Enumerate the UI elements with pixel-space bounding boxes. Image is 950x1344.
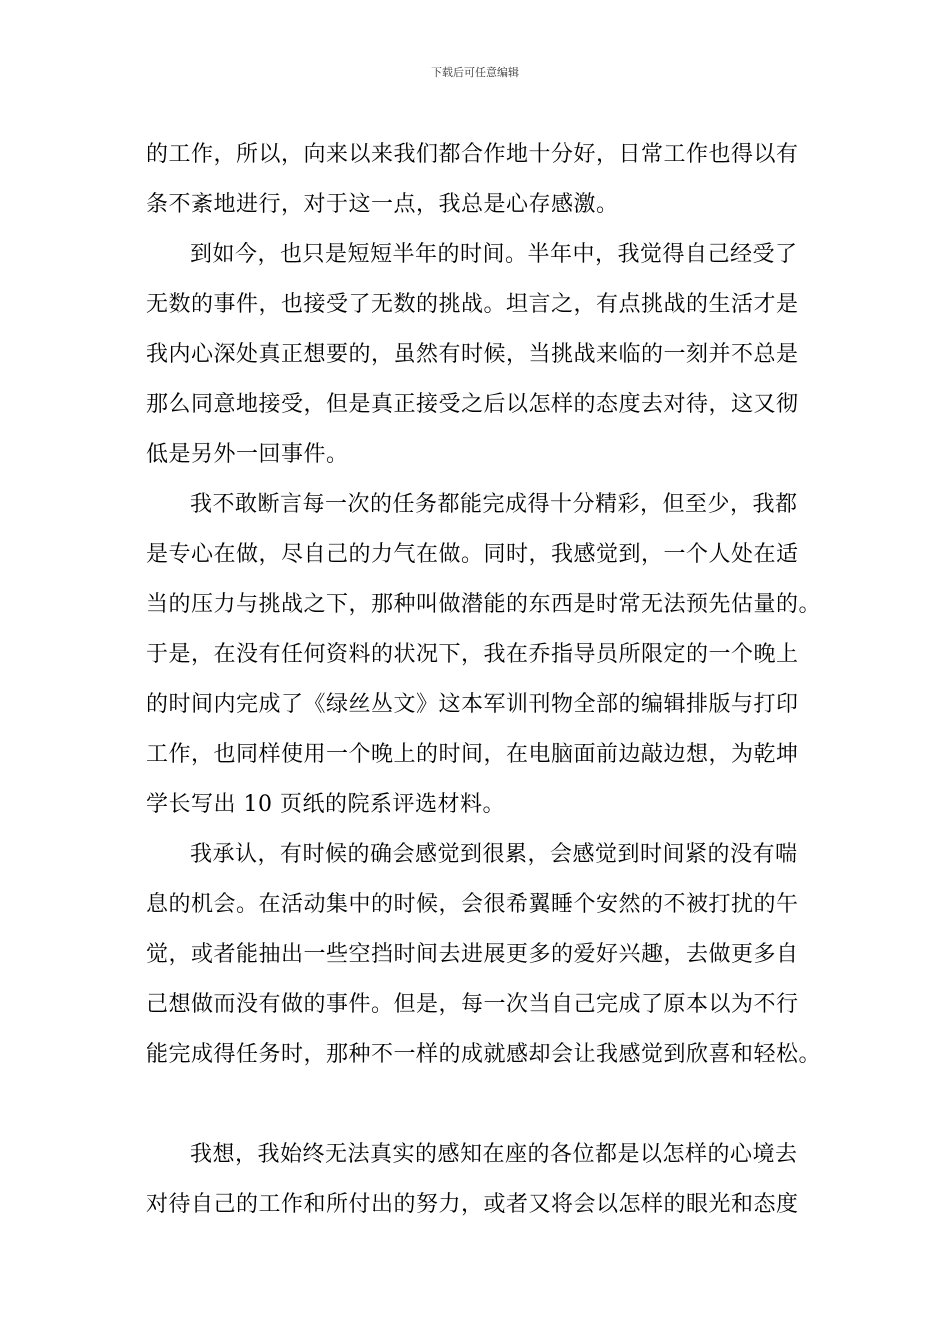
- text-line: 工作，也同样使用一个晚上的时间，在电脑面前边敲边想，为乾坤: [146, 742, 799, 767]
- text-line: 己想做而没有做的事件。但是，每一次当自己完成了原本以为不行: [146, 992, 799, 1017]
- paragraph-3: [146, 480, 822, 830]
- paragraph-1: [146, 130, 806, 230]
- text-line: 我内心深处真正想要的，虽然有时候，当挑战来临的一刻并不总是: [146, 342, 799, 367]
- text-line: 于是，在没有任何资料的状况下，我在乔指导员所限定的一个晚上: [146, 642, 799, 667]
- text-line: 条不紊地进行，对于这一点，我总是心存感激。: [146, 192, 619, 217]
- paragraph-4: [146, 830, 822, 1080]
- paragraph-5: [146, 1130, 806, 1230]
- text-line: 无数的事件，也接受了无数的挑战。坦言之，有点挑战的生活才是: [146, 292, 799, 317]
- text-line: 低是另外一回事件。: [146, 442, 349, 467]
- text-line: 学长写出 10 页纸的院系评选材料。: [146, 792, 505, 817]
- text-line: 我想，我始终无法真实的感知在座的各位都是以怎样的心境去: [190, 1142, 798, 1167]
- text-line: 是专心在做，尽自己的力气在做。同时，我感觉到，一个人处在适: [146, 542, 799, 567]
- text-line: 能完成得任务时，那种不一样的成就感却会让我感觉到欣喜和轻松。: [146, 1042, 822, 1067]
- text-line: 觉，或者能抽出一些空挡时间去进展更多的爱好兴趣，去做更多自: [146, 942, 799, 967]
- text-line: 的时间内完成了《绿丝丛文》这本军训刊物全部的编辑排版与打印: [146, 692, 799, 717]
- text-line: 到如今，也只是短短半年的时间。半年中，我觉得自己经受了: [190, 242, 798, 267]
- page-header: 下载后可任意编辑: [431, 66, 519, 79]
- text-line: 我不敢断言每一次的任务都能完成得十分精彩，但至少，我都: [190, 492, 798, 517]
- paragraph-2: [146, 230, 806, 480]
- text-line: 那么同意地接受，但是真正接受之后以怎样的态度去对待，这又彻: [146, 392, 799, 417]
- paragraph-spacer: [146, 1080, 806, 1130]
- text-line: 对待自己的工作和所付出的努力，或者又将会以怎样的眼光和态度: [146, 1192, 799, 1217]
- text-line: 息的机会。在活动集中的时候，会很希翼睡个安然的不被打扰的午: [146, 892, 799, 917]
- text-line: 当的压力与挑战之下，那种叫做潜能的东西是时常无法预先估量的。: [146, 592, 822, 617]
- text-line: 我承认，有时候的确会感觉到很累，会感觉到时间紧的没有喘: [190, 842, 798, 867]
- text-line: 的工作，所以，向来以来我们都合作地十分好，日常工作也得以有: [146, 142, 799, 167]
- document-body: [146, 130, 822, 1230]
